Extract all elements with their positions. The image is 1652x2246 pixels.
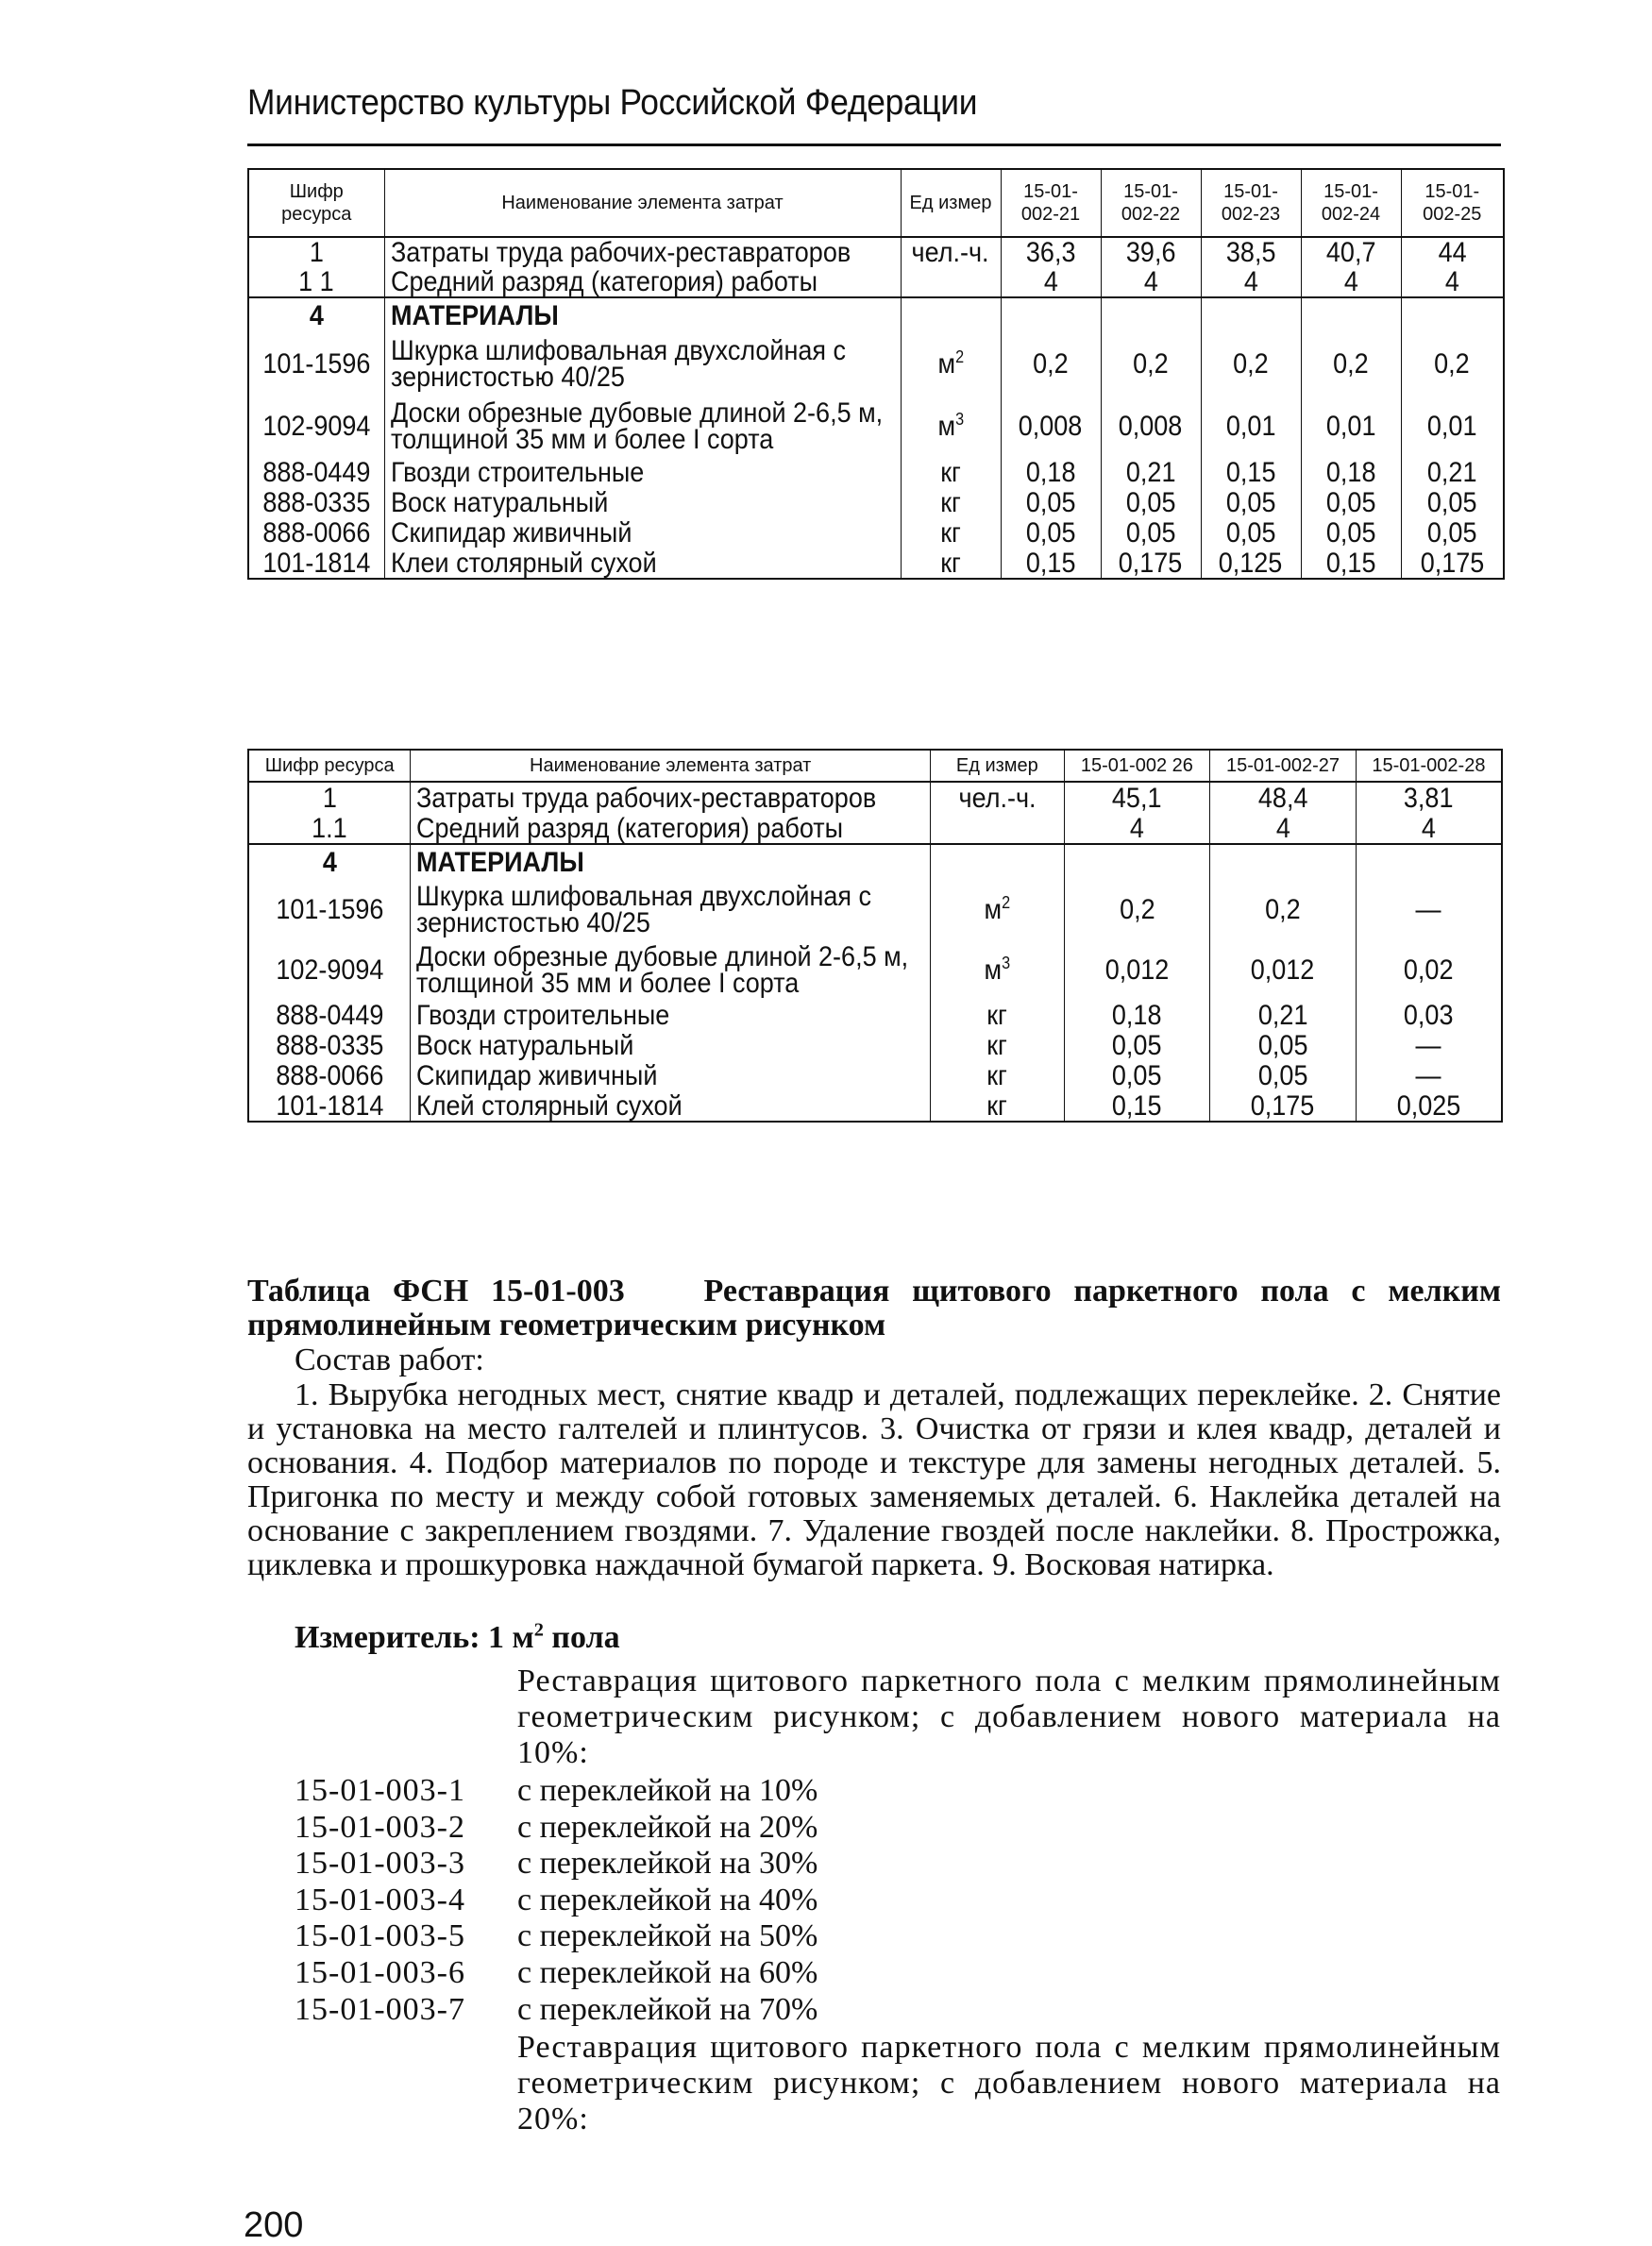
cell-value: 44: [1401, 237, 1504, 267]
cell-code: 101-1596: [248, 333, 384, 396]
col-header-unit: Ед измер: [931, 750, 1064, 782]
cell-value: 0,05: [1401, 488, 1504, 518]
cell-unit: кг: [931, 1031, 1064, 1061]
cell-code: 101-1814: [248, 1091, 411, 1122]
cell-value: 40,7: [1301, 237, 1401, 267]
list-item: 15-01-003-2 с переклейкой на 20%: [295, 1809, 818, 1845]
table-row: [248, 333, 1504, 396]
cell-unit: чел.-ч.: [931, 782, 1064, 814]
table-row: [248, 1091, 1502, 1122]
col-header-name: Наименование элемента затрат: [411, 750, 931, 782]
table-row: [248, 814, 1502, 844]
table-row: [248, 237, 1504, 267]
cell-value: 0,21: [1401, 458, 1504, 488]
table-row: [248, 297, 1504, 333]
cell-code: 102-9094: [248, 396, 384, 458]
table-row: [248, 518, 1504, 549]
cell-unit: $м^3$: [931, 940, 1064, 1001]
cell-value: [1301, 297, 1401, 333]
table-row: [248, 396, 1504, 458]
cell-code: 101-1596: [248, 880, 411, 940]
col-header-norm: 15-01-002-25: [1401, 169, 1504, 237]
cell-unit: кг: [931, 1001, 1064, 1031]
cell-name: Скипидар живичный: [411, 1061, 931, 1091]
list-item: 15-01-003-4 с переклейкой на 40%: [295, 1882, 818, 1917]
cell-code: 1 1: [248, 267, 384, 297]
cell-unit: кг: [901, 518, 1001, 549]
cell-value: 0,05: [1210, 1061, 1357, 1091]
cell-value: 0,125: [1201, 549, 1301, 579]
col-header-norm: 15-01-002-23: [1201, 169, 1301, 237]
cell-value: —: [1356, 1031, 1502, 1061]
cell-value: 0,05: [1001, 488, 1101, 518]
variant-code-list: [295, 1773, 818, 2028]
cell-value: 0,21: [1101, 458, 1201, 488]
cell-value: [1210, 844, 1357, 880]
cell-code: 1: [248, 782, 411, 814]
cell-name: МАТЕРИАЛЫ: [384, 297, 901, 333]
cell-value: 0,175: [1401, 549, 1504, 579]
cell-value: 0,012: [1210, 940, 1357, 1001]
cell-name: Воск натуральный: [384, 488, 901, 518]
cell-value: 0,05: [1201, 518, 1301, 549]
cell-code: 4: [248, 844, 411, 880]
cell-value: 0,2: [1001, 333, 1101, 396]
cell-unit: кг: [901, 458, 1001, 488]
cell-value: 0,175: [1101, 549, 1201, 579]
cell-unit: чел.-ч.: [901, 237, 1001, 267]
cell-value: 0,05: [1210, 1031, 1357, 1061]
cell-value: [1101, 297, 1201, 333]
table-row: [248, 844, 1502, 880]
cell-value: —: [1356, 880, 1502, 940]
cell-value: [1401, 297, 1504, 333]
cell-value: 0,05: [1001, 518, 1101, 549]
cell-name: Средний разряд (категория) работы: [411, 814, 931, 844]
cell-name: Гвозди строительные: [384, 458, 901, 488]
cell-value: —: [1356, 1061, 1502, 1091]
col-header-code: Шифр ресурса: [248, 750, 411, 782]
cell-code: 1: [248, 237, 384, 267]
cell-value: 0,2: [1064, 880, 1210, 940]
cell-value: 0,05: [1101, 488, 1201, 518]
col-header-norm: 15-01-002-21: [1001, 169, 1101, 237]
cell-value: [1201, 297, 1301, 333]
cell-value: 0,008: [1101, 396, 1201, 458]
cell-value: 0,15: [1001, 549, 1101, 579]
cell-unit: [901, 267, 1001, 297]
cell-value: 0,15: [1064, 1091, 1210, 1122]
cell-value: 0,2: [1101, 333, 1201, 396]
cell-value: 4: [1064, 814, 1210, 844]
caption-title: Реставрация щитового паркетного пола с мелким прямолинейным геометрическим рисунком: [247, 1274, 1501, 1343]
cell-value: 4: [1356, 814, 1502, 844]
table-row: [248, 488, 1504, 518]
cell-value: 4: [1401, 267, 1504, 297]
cell-unit: [931, 844, 1064, 880]
col-header-norm: 15-01-002-24: [1301, 169, 1401, 237]
cell-name: Доски обрезные дубовые длиной 2-6,5 м, толщиной 35 мм и более I сорта: [384, 396, 901, 458]
cell-value: 0,05: [1064, 1061, 1210, 1091]
meter-label: Измеритель: 1 $м^2$ пола: [295, 1619, 620, 1655]
col-header-norm: 15-01-002-22: [1101, 169, 1201, 237]
resource-table-1: [247, 168, 1505, 580]
cell-unit: кг: [901, 549, 1001, 579]
cell-code: 888-0449: [248, 1001, 411, 1031]
cell-name: МАТЕРИАЛЫ: [411, 844, 931, 880]
cell-value: 0,05: [1401, 518, 1504, 549]
cell-value: 0,025: [1356, 1091, 1502, 1122]
col-header-unit: Ед измер: [901, 169, 1001, 237]
cell-value: 0,18: [1064, 1001, 1210, 1031]
cell-value: 0,18: [1001, 458, 1101, 488]
cell-name: Воск натуральный: [411, 1031, 931, 1061]
cell-value: 0,01: [1401, 396, 1504, 458]
composition-label: Состав работ:: [295, 1343, 484, 1377]
cell-name: Затраты труда рабочих-реставраторов: [384, 237, 901, 267]
cell-name: Клеи столярный сухой: [384, 549, 901, 579]
cell-name: Средний разряд (категория) работы: [384, 267, 901, 297]
col-header-norm: 15-01-002 26: [1064, 750, 1210, 782]
cell-value: 0,03: [1356, 1001, 1502, 1031]
caption-code: Таблица ФСН 15-01-003: [247, 1274, 625, 1309]
table-row: [248, 458, 1504, 488]
table-row: [248, 880, 1502, 940]
cell-name: Шкурка шлифовальная двухслойная с зернистостью 40/25: [411, 880, 931, 940]
cell-value: 0,2: [1210, 880, 1357, 940]
cell-value: [1064, 844, 1210, 880]
cell-value: 0,2: [1201, 333, 1301, 396]
cell-value: 36,3: [1001, 237, 1101, 267]
list-item: 15-01-003-6 с переклейкой на 60%: [295, 1954, 818, 1990]
cell-name: Доски обрезные дубовые длиной 2-6,5 м, толщиной 35 мм и более I сорта: [411, 940, 931, 1001]
cell-code: 888-0335: [248, 1031, 411, 1061]
resource-table-2: [247, 749, 1503, 1123]
cell-unit: $м^2$: [931, 880, 1064, 940]
page-number: 200: [244, 2205, 304, 2245]
table-row: [248, 1061, 1502, 1091]
cell-value: 39,6: [1101, 237, 1201, 267]
page-header: Министерство культуры Российской Федерации: [247, 83, 978, 123]
cell-value: 4: [1301, 267, 1401, 297]
cell-value: 0,15: [1301, 549, 1401, 579]
cell-value: 0,01: [1201, 396, 1301, 458]
cell-value: 45,1: [1064, 782, 1210, 814]
cell-value: 0,012: [1064, 940, 1210, 1001]
list-item: 15-01-003-7 с переклейкой на 70%: [295, 1991, 818, 2027]
cell-value: 4: [1001, 267, 1101, 297]
list-item: 15-01-003-3 с переклейкой на 30%: [295, 1846, 818, 1882]
cell-code: 888-0449: [248, 458, 384, 488]
cell-value: [1356, 844, 1502, 880]
cell-unit: [931, 814, 1064, 844]
col-header-norm: 15-01-002-27: [1210, 750, 1357, 782]
cell-value: 0,02: [1356, 940, 1502, 1001]
cell-value: 4: [1101, 267, 1201, 297]
table-row: [248, 267, 1504, 297]
cell-value: 0,05: [1101, 518, 1201, 549]
cell-code: 4: [248, 297, 384, 333]
cell-value: 0,05: [1201, 488, 1301, 518]
cell-code: 888-0066: [248, 518, 384, 549]
cell-unit: $м^2$: [901, 333, 1001, 396]
table-row: [248, 1031, 1502, 1061]
cell-code: 888-0066: [248, 1061, 411, 1091]
cell-value: 0,2: [1401, 333, 1504, 396]
cell-value: 0,01: [1301, 396, 1401, 458]
cell-name: Клей столярный сухой: [411, 1091, 931, 1122]
cell-unit: кг: [901, 488, 1001, 518]
cell-value: 0,175: [1210, 1091, 1357, 1122]
cell-name: Шкурка шлифовальная двухслойная с зернистостью 40/25: [384, 333, 901, 396]
cell-unit: [901, 297, 1001, 333]
cell-value: 0,2: [1301, 333, 1401, 396]
table-row: [248, 782, 1502, 814]
table-row: [248, 1001, 1502, 1031]
cell-value: 4: [1201, 267, 1301, 297]
cell-name: Гвозди строительные: [411, 1001, 931, 1031]
col-header-name: Наименование элемента затрат: [384, 169, 901, 237]
list-item: 15-01-003-5 с переклейкой на 50%: [295, 1918, 818, 1954]
variant-description: Реставрация щитового паркетного пола с мелким прямолинейным геометрическим рисунком; с добавлением нового материала на 20%:: [517, 2030, 1501, 2136]
table-row: [248, 940, 1502, 1001]
cell-code: 102-9094: [248, 940, 411, 1001]
cell-value: 0,05: [1301, 488, 1401, 518]
list-item: 15-01-003-1 с переклейкой на 10%: [295, 1773, 818, 1808]
cell-unit: $м^3$: [901, 396, 1001, 458]
header-rule: [247, 144, 1501, 146]
cell-value: 48,4: [1210, 782, 1357, 814]
cell-code: 1.1: [248, 814, 411, 844]
cell-value: 0,15: [1201, 458, 1301, 488]
cell-value: 38,5: [1201, 237, 1301, 267]
cell-name: Скипидар живичный: [384, 518, 901, 549]
cell-name: Затраты труда рабочих-реставраторов: [411, 782, 931, 814]
cell-value: 0,18: [1301, 458, 1401, 488]
col-header-norm: 15-01-002-28: [1356, 750, 1502, 782]
cell-unit: кг: [931, 1091, 1064, 1122]
cell-code: 101-1814: [248, 549, 384, 579]
cell-value: 3,81: [1356, 782, 1502, 814]
cell-value: 0,05: [1064, 1031, 1210, 1061]
cell-value: 0,05: [1301, 518, 1401, 549]
cell-value: 0,008: [1001, 396, 1101, 458]
variant-description: Реставрация щитового паркетного пола с мелким прямолинейным геометрическим рисунком; с добавлением нового материала на 10%:: [517, 1663, 1501, 1770]
cell-value: 0,21: [1210, 1001, 1357, 1031]
cell-unit: кг: [931, 1061, 1064, 1091]
table-caption: [247, 1275, 1501, 1343]
composition-text: 1. Вырубка негодных мест, снятие квадр и деталей, подлежащих переклейке. 2. Снятие и установка на место галтелей и плинтусов. 3. Очистка от грязи и клея квадр, деталей и основания. 4. Подбор материалов по породе и текстуре для замены негодных деталей. 5. Пригонка по месту и между собой готовых заменяемых деталей. 6. Наклейка деталей на основание с закреплением гвоздями. 7. Удаление гвоздей после наклейки. 8. Прострожка, циклевка и прошкуровка наждачной бумагой паркета. 9. Восковая натирка.: [247, 1377, 1501, 1582]
cell-value: 4: [1210, 814, 1357, 844]
col-header-code: Шифр ресурса: [248, 169, 384, 237]
cell-code: 888-0335: [248, 488, 384, 518]
cell-value: [1001, 297, 1101, 333]
table-row: [248, 549, 1504, 579]
